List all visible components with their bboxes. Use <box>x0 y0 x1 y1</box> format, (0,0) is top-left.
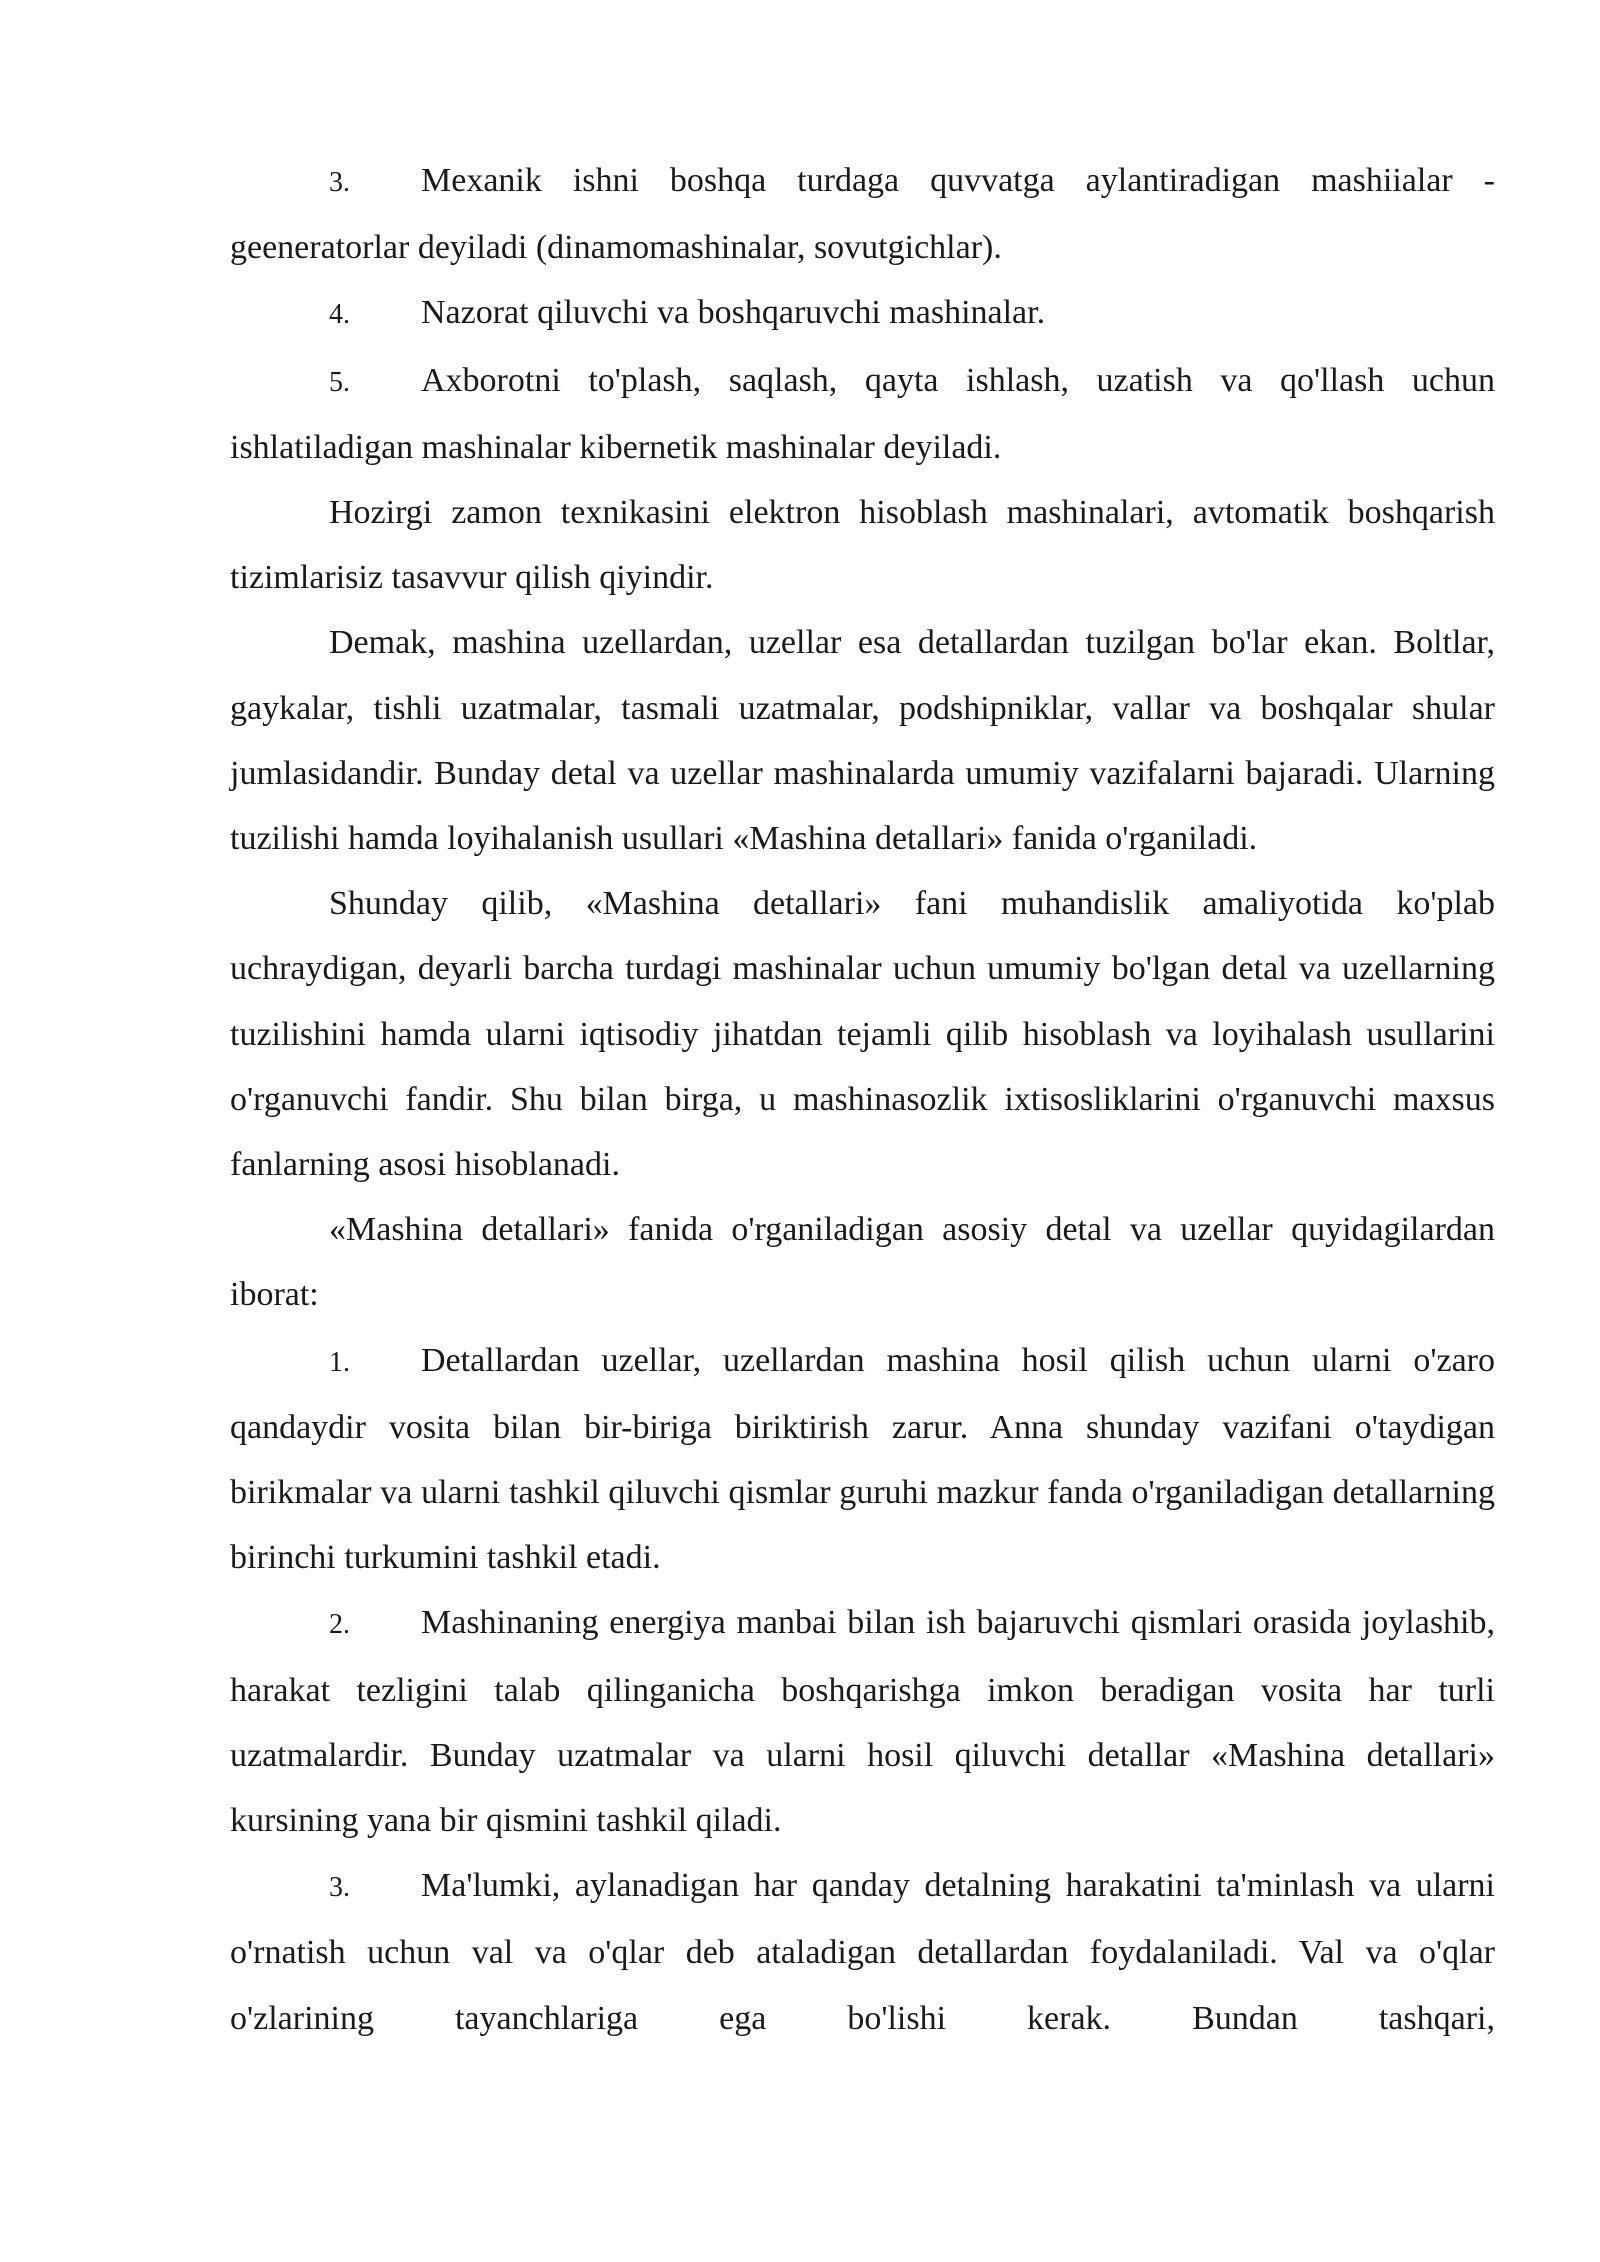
paragraph-text: Shunday qilib, «Mashina detallari» fani muhandislik amaliyotida ko'plab uchraydigan, deyarli barcha turdagi mashinalar uchun umumiy bo'lgan detal va uzellarning tuzilishini hamda ularni iqtisodiy jihatdan tejamli qilib hisoblash va loyihalash usullarini o'rganuvchi fandir. Shu bilan birga, u mashinasozlik ixtisosliklarini o'rganuvchi maxsus fanlarning asosi hisoblanadi. <box>230 885 1495 1184</box>
paragraph-text: Demak, mashina uzellardan, uzellar esa detallardan tuzilgan bo'lar ekan. Boltlar, gaykalar, tishli uzatmalar, tasmali uzatmalar, podshipniklar, vallar va boshqalar shular jumlasidandir. Bunday detal va uzellar mashinalarda umumiy vazifalarni bajaradi. Ularning tuzilishi hamda loyihalanish usullari «Mashina detallari» fanida o'rganiladi. <box>230 624 1495 858</box>
paragraph-text: Nazorat qiluvchi va boshqaruvchi mashinalar. <box>421 294 1046 332</box>
paragraph-text: Detallardan uzellar, uzellardan mashina hosil qilish uchun ularni o'zaro qandaydir vosita bilan bir-biriga biriktirish zarur. Anna shunday vazifani o'taydigan birikmalar va ularni tashkil qiluvchi qismlar guruhi mazkur fanda o'rganiladigan detallarning birinchi turkumini tashkil etadi. <box>230 1341 1495 1577</box>
item-number: 2. <box>329 1609 350 1641</box>
item-number: 1. <box>329 1346 350 1378</box>
item-number: 4. <box>329 299 350 331</box>
item-number: 3. <box>329 167 350 198</box>
paragraph-text: Ma'lumki, aylanadigan har qanday detalning harakatini ta'minlash va ularni o'rnatish uchun val va o'qlar deb ataladigan detallardan foydalaniladi. Val va o'qlar o'zlarining tayanchlariga ega bo'lishi kerak. Bundan tashqari, <box>230 1867 1495 2037</box>
paragraph <box>230 871 1495 1197</box>
paragraph-text: «Mashina detallari» fanida o'rganiladigan asosiy detal va uzellar quyidagilardan iborat: <box>230 1211 1495 1314</box>
paragraph-text: Mashinaning energiya manbai bilan ish bajaruvchi qismlari orasida joylashib, harakat tezligini talab qilinganicha boshqarishga imkon beradigan vosita har turli uzatmalardir. Bunday uzatmalar va ularni hosil qiluvchi detallar «Mashina detallari» kursining yana bir qismini tashkil qiladi. <box>230 1604 1495 1840</box>
paragraph-text: Mexanik ishni boshqa turdaga quvvatga aylantiradigan mashiialar - geeneratorlar deyiladi (dinamomashinalar, sovutgichlar). <box>230 162 1495 267</box>
list-item <box>230 1590 1495 1853</box>
list-item <box>230 280 1495 347</box>
item-number: 5. <box>329 366 350 398</box>
list-item <box>230 1853 1495 2051</box>
paragraph <box>230 1197 1495 1327</box>
paragraph-text: Axborotni to'plash, saqlash, qayta ishlash, uzatish va qo'llash uchun ishlatiladigan mashinalar kibernetik mashinalar deyiladi. <box>230 361 1495 466</box>
list-item <box>230 148 1495 280</box>
paragraph <box>230 610 1495 871</box>
item-number: 3. <box>329 1872 350 1904</box>
list-item <box>230 348 1495 480</box>
paragraph-text: Hozirgi zamon texnikasini elektron hisoblash mashinalari, avtomatik boshqarish tizimlarisiz tasavvur qilish qiyindir. <box>230 494 1495 597</box>
list-item <box>230 1328 1495 1591</box>
paragraph <box>230 480 1495 610</box>
